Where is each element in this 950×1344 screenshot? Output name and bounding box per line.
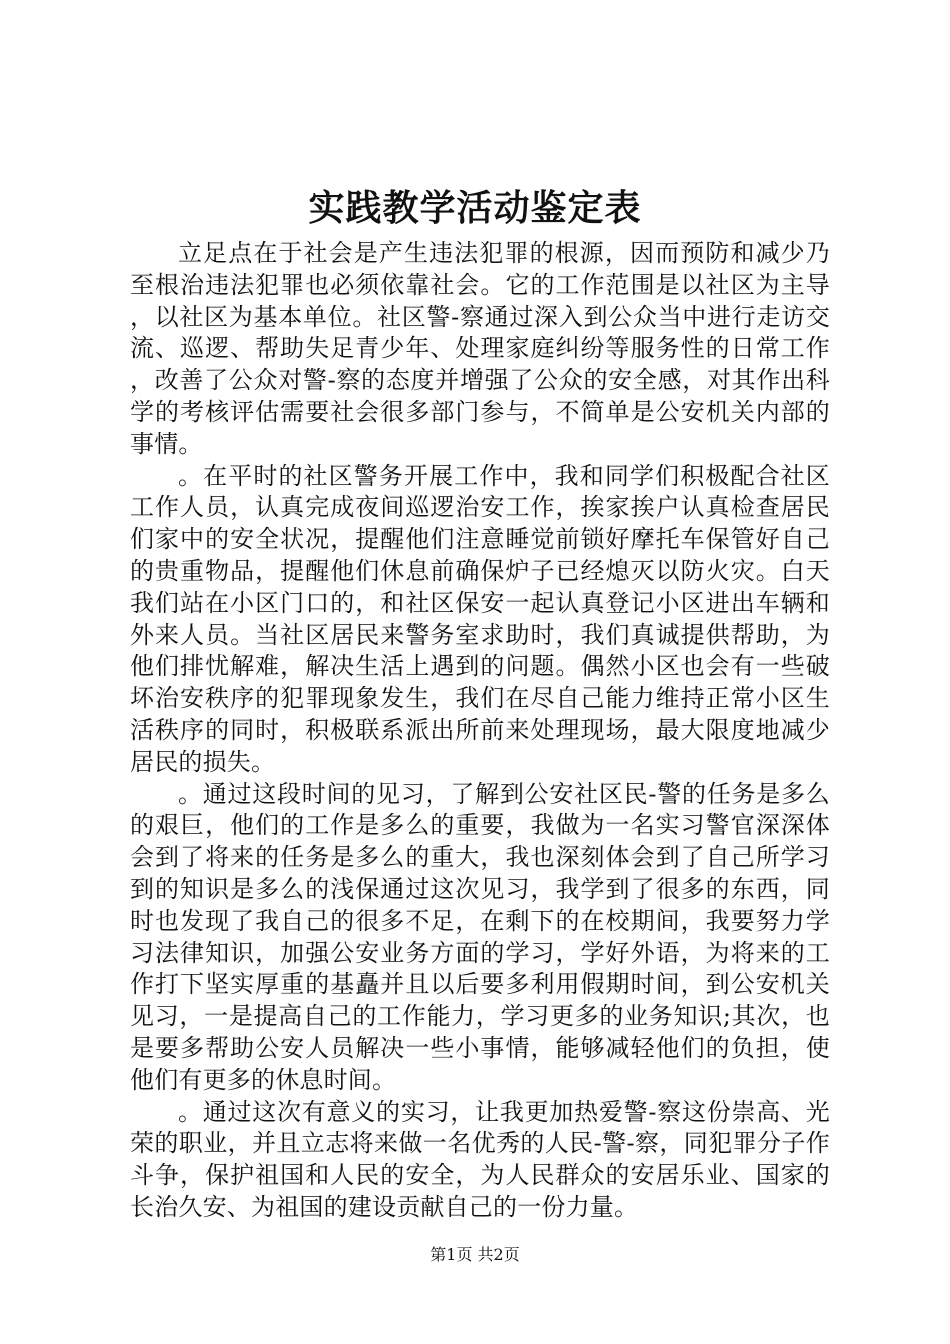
paragraph-2: 。在平时的社区警务开展工作中，我和同学们积极配合社区工作人员，认真完成夜间巡逻治安工作，挨家挨户认真检查居民们家中的安全状况，提醒他们注意睡觉前锁好摩托车保管好自己的贵重物品，提醒他们休息前确保炉子已经熄灭以防火灾。白天我们站在小区门口的，和社区保安一起认真登记小区进出车辆和外来人员。当社区居民来警务室求助时，我们真诚提供帮助，为他们排忧解难，解决生活上遇到的问题。偶然小区也会有一些破坏治安秩序的犯罪现象发生，我们在尽自己能力维持正常小区生活秩序的同时，积极联系派出所前来处理现场，最大限度地减少居民的损失。 (130, 461, 830, 776)
paragraph-3: 。通过这段时间的见习，了解到公安社区民-警的任务是多么的艰巨，他们的工作是多么的重要，我做为一名实习警官深深体会到了将来的任务是多么的重大，我也深刻体会到了自己所学习到的知识是多么的浅保通过这次见习，我学到了很多的东西，同时也发现了我自己的很多不足，在剩下的在校期间，我要努力学习法律知识，加强公安业务方面的学习，学好外语，为将来的工作打下坚实厚重的基矗并且以后要多利用假期时间，到公安机关见习，一是提高自己的工作能力，学习更多的业务知识;其次，也是要多帮助公安人员解决一些小事情，能够减轻他们的负担，使他们有更多的休息时间。 (130, 779, 830, 1094)
document-body (130, 238, 830, 1224)
paragraph-1: 立足点在于社会是产生违法犯罪的根源，因而预防和减少乃至根治违法犯罪也必须依靠社会。它的工作范围是以社区为主导，以社区为基本单位。社区警-察通过深入到公众当中进行走访交流、巡逻、帮助失足青少年、处理家庭纠纷等服务性的日常工作，改善了公众对警-察的态度并增强了公众的安全感，对其作出科学的考核评估需要社会很多部门参与，不简单是公安机关内部的事情。 (130, 239, 830, 458)
page-footer: 第1页 共2页 (430, 1245, 520, 1264)
document-title: 实践教学活动鉴定表 (308, 187, 642, 229)
paragraph-4: 。通过这次有意义的实习，让我更加热爱警-察这份崇高、光荣的职业，并且立志将来做一名优秀的人民-警-察，同犯罪分子作斗争，保护祖国和人民的安全，为人民群众的安居乐业、国家的长治久安、为祖国的建设贡献自己的一份力量。 (130, 1097, 830, 1221)
